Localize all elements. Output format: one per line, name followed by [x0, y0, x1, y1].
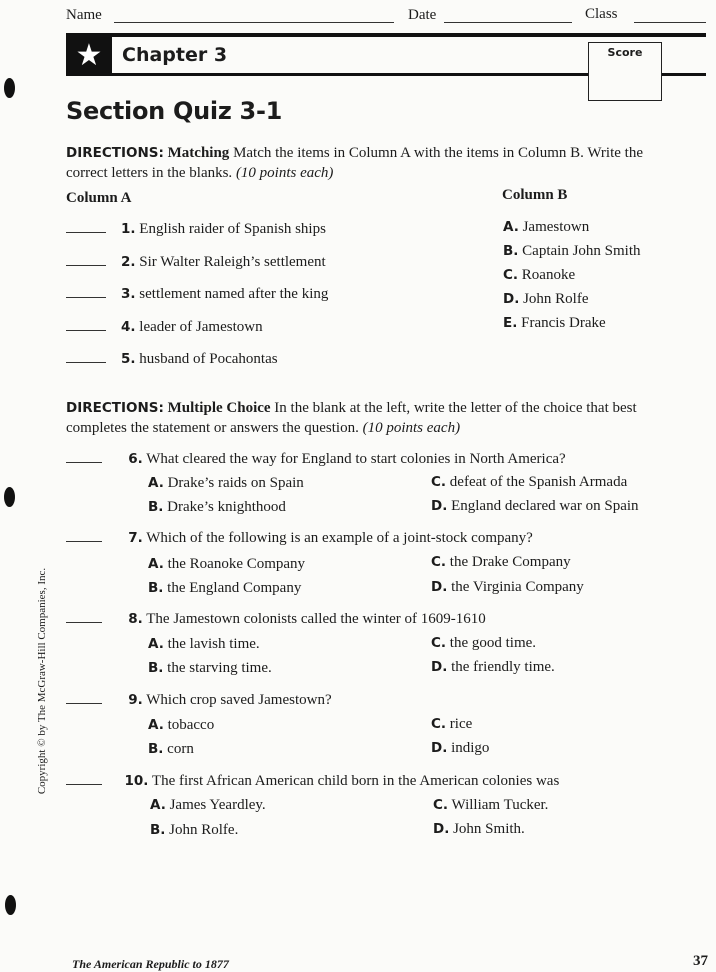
- option-text: Drake’s raids on Spain: [167, 475, 304, 491]
- choice-letter: C.: [503, 267, 519, 283]
- question-stem: [66, 692, 332, 709]
- question-text: Which of the following is an example of a joint-stock company?: [146, 530, 533, 546]
- option-letter: B.: [148, 741, 164, 757]
- directions-label: DIRECTIONS:: [66, 400, 164, 416]
- option-letter: C.: [431, 635, 447, 651]
- choice-letter: E.: [503, 315, 518, 331]
- option-text: the starving time.: [167, 660, 272, 676]
- option-c: [431, 554, 571, 571]
- option-letter: B.: [150, 822, 166, 838]
- matching-item: [66, 351, 278, 368]
- copyright-notice: Copyright © by The McGraw-Hill Companies, Inc.: [36, 567, 48, 795]
- date-field[interactable]: [444, 22, 572, 23]
- question-stem: [66, 773, 559, 790]
- option-letter: A.: [150, 797, 166, 813]
- answer-blank[interactable]: [66, 622, 102, 623]
- answer-blank[interactable]: [66, 297, 106, 298]
- option-text: James Yeardley.: [169, 797, 266, 813]
- option-letter: D.: [431, 740, 448, 756]
- option-b: [148, 499, 286, 516]
- option-letter: A.: [148, 475, 164, 491]
- question-number: 8.: [128, 611, 143, 627]
- answer-blank[interactable]: [66, 362, 106, 363]
- option-c: [431, 635, 536, 652]
- option-text: England declared war on Spain: [451, 498, 639, 514]
- directions-type: Multiple Choice: [167, 400, 271, 416]
- question-text: What cleared the way for England to start colonies in North America?: [146, 451, 566, 467]
- choice-text: Francis Drake: [521, 315, 606, 331]
- answer-blank[interactable]: [66, 703, 102, 704]
- footer-book-title: The American Republic to 1877: [72, 957, 229, 971]
- option-letter: D.: [431, 659, 448, 675]
- option-d: [431, 498, 639, 515]
- answer-blank[interactable]: [66, 784, 102, 785]
- option-text: the friendly time.: [451, 659, 555, 675]
- answer-blank[interactable]: [66, 462, 102, 463]
- answer-blank[interactable]: [66, 265, 106, 266]
- option-c: [431, 474, 627, 491]
- option-letter: B.: [148, 580, 164, 596]
- column-b-item: [503, 315, 606, 332]
- option-text: the Drake Company: [449, 554, 571, 570]
- matching-item: [66, 254, 326, 271]
- column-b-item: [503, 291, 589, 308]
- option-text: the Virginia Company: [451, 579, 584, 595]
- class-label: Class: [585, 6, 618, 22]
- option-b: [148, 741, 194, 758]
- multiple-choice-directions: [66, 398, 666, 438]
- page-title: Section Quiz 3-1: [66, 97, 283, 125]
- column-b-item: [503, 267, 575, 284]
- option-letter: C.: [431, 554, 447, 570]
- column-b-item: [503, 219, 589, 236]
- binder-hole-mark: [4, 487, 15, 507]
- option-letter: B.: [148, 499, 164, 515]
- item-number: 4.: [121, 319, 136, 335]
- option-d: [431, 740, 489, 757]
- option-letter: A.: [148, 556, 164, 572]
- option-text: Drake’s knighthood: [167, 499, 286, 515]
- choice-letter: D.: [503, 291, 520, 307]
- option-letter: D.: [431, 579, 448, 595]
- option-letter: A.: [148, 717, 164, 733]
- question-number: 6.: [128, 451, 143, 467]
- matching-item: [66, 286, 328, 303]
- option-b: [148, 580, 301, 597]
- answer-blank[interactable]: [66, 330, 106, 331]
- directions-points: (10 points each): [362, 420, 461, 436]
- binder-hole-mark: [5, 895, 16, 915]
- question-number: 9.: [128, 692, 143, 708]
- name-label: Name: [66, 7, 102, 23]
- option-d: [433, 821, 525, 838]
- item-text: settlement named after the king: [139, 286, 329, 302]
- option-a: [148, 636, 260, 653]
- option-a: [148, 717, 214, 734]
- option-letter: D.: [431, 498, 448, 514]
- option-a: [150, 797, 266, 814]
- option-b: [150, 822, 238, 839]
- choice-letter: A.: [503, 219, 519, 235]
- question-text: The first African American child born in the American colonies was: [151, 773, 560, 789]
- item-text: Sir Walter Raleigh’s settlement: [139, 254, 326, 270]
- choice-text: Roanoke: [521, 267, 576, 283]
- option-letter: C.: [431, 474, 447, 490]
- column-a-title: Column A: [66, 190, 132, 206]
- name-field[interactable]: [114, 22, 394, 23]
- option-text: William Tucker.: [451, 797, 549, 813]
- option-text: the Roanoke Company: [167, 556, 306, 572]
- option-text: the England Company: [167, 580, 302, 596]
- matching-item: [66, 221, 326, 238]
- choice-letter: B.: [503, 243, 519, 259]
- question-stem: [66, 530, 533, 547]
- page-number: 37: [693, 953, 708, 969]
- column-b-item: [503, 243, 641, 260]
- option-text: corn: [167, 741, 194, 757]
- option-letter: C.: [433, 797, 449, 813]
- chapter-label: Chapter 3: [122, 44, 228, 66]
- option-d: [431, 659, 555, 676]
- option-text: the good time.: [449, 635, 537, 651]
- item-number: 3.: [121, 286, 136, 302]
- answer-blank[interactable]: [66, 541, 102, 542]
- item-number: 2.: [121, 254, 136, 270]
- question-text: The Jamestown colonists called the winter of 1609-1610: [146, 611, 486, 627]
- option-letter: C.: [431, 716, 447, 732]
- option-a: [148, 556, 305, 573]
- option-d: [431, 579, 584, 596]
- option-text: defeat of the Spanish Armada: [449, 474, 628, 490]
- question-stem: [66, 611, 486, 628]
- option-text: rice: [449, 716, 473, 732]
- option-c: [431, 716, 472, 733]
- option-letter: D.: [433, 821, 450, 837]
- question-number: 10.: [124, 773, 149, 789]
- directions-points: (10 points each): [235, 165, 334, 181]
- item-text: husband of Pocahontas: [139, 351, 278, 367]
- option-letter: B.: [148, 660, 164, 676]
- option-text: John Smith.: [453, 821, 525, 837]
- item-text: English raider of Spanish ships: [139, 221, 326, 237]
- column-b-title: Column B: [502, 187, 568, 203]
- answer-blank[interactable]: [66, 232, 106, 233]
- option-c: [433, 797, 548, 814]
- question-stem: [66, 451, 566, 468]
- star-icon: ★: [66, 37, 112, 74]
- item-number: 1.: [121, 221, 136, 237]
- option-b: [148, 660, 272, 677]
- question-number: 7.: [128, 530, 143, 546]
- choice-text: Jamestown: [522, 219, 590, 235]
- option-text: indigo: [451, 740, 490, 756]
- score-box[interactable]: [588, 42, 662, 101]
- choice-text: Captain John Smith: [522, 243, 641, 259]
- choice-text: John Rolfe: [523, 291, 589, 307]
- option-text: tobacco: [167, 717, 215, 733]
- option-letter: A.: [148, 636, 164, 652]
- class-field[interactable]: [634, 22, 706, 23]
- band-top-rule: [66, 33, 706, 37]
- date-label: Date: [408, 7, 437, 23]
- directions-label: DIRECTIONS:: [66, 145, 164, 161]
- directions-text: Match the items in Column A with the items in Column B. Write the correct letters in the blanks.: [66, 145, 643, 181]
- matching-directions: [66, 143, 666, 183]
- score-label: Score: [607, 46, 643, 59]
- matching-item: [66, 319, 263, 336]
- option-text: the lavish time.: [167, 636, 260, 652]
- item-text: leader of Jamestown: [139, 319, 263, 335]
- directions-type: Matching: [167, 145, 230, 161]
- option-text: John Rolfe.: [169, 822, 239, 838]
- directions-text: In the blank at the left, write the letter of the choice that best completes the statement or answers the question.: [66, 400, 637, 436]
- option-a: [148, 475, 304, 492]
- item-number: 5.: [121, 351, 136, 367]
- question-text: Which crop saved Jamestown?: [146, 692, 332, 708]
- binder-hole-mark: [4, 78, 15, 98]
